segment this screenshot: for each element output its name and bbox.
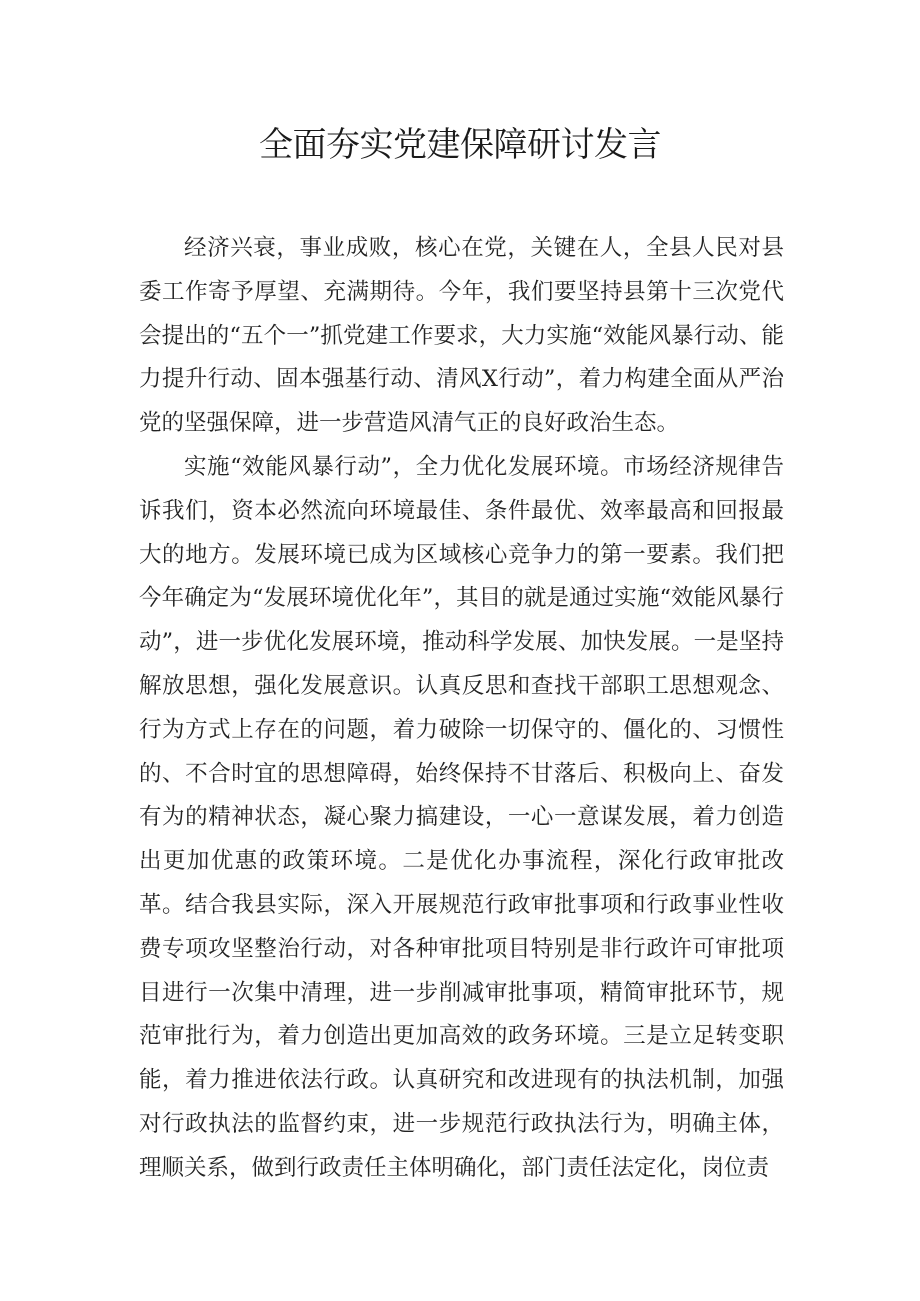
document-title: 全面夯实党建保障研讨发言 (259, 125, 661, 165)
paragraph-intro: 经济兴衰，事业成败，核心在党，关键在人，全县人民对县委工作寄予厚望、充满期待。今年，我们要坚持县第十三次党代会提出的“五个一”抓党建工作要求，大力实施“效能风暴行动、能力提升行动、固本强基行动、清风X行动”，着力构建全面从严治党的坚强保障，进一步营造风清气正的良好政治生态。 (139, 235, 784, 437)
paragraph-efficiency-action: 实施“效能风暴行动”，全力优化发展环境。市场经济规律告诉我们，资本必然流向环境最佳、条件最优、效率最高和回报最大的地方。发展环境已成为区域核心竞争力的第一要素。我们把今年确定为“发展环境优化年”，其目的就是通过实施“效能风暴行动”，进一步优化发展环境，推动科学发展、加快发展。一是坚持解放思想，强化发展意识。认真反思和查找干部职工思想观念、行为方式上存在的问题，着力破除一切保守的、僵化的、习惯性的、不合时宜的思想障碍，始终保持不甘落后、积极向上、奋发有为的精神状态，凝心聚力搞建设，一心一意谋发展，着力创造出更加优惠的政策环境。二是优化办事流程，深化行政审批改革。结合我县实际，深入开展规范行政审批事项和行政事业性收费专项攻坚整治行动，对各种审批项目特别是非行政许可审批项目进行一次集中清理，进一步削减审批事项，精简审批环节，规范审批行为，着力创造出更加高效的政务环境。三是立足转变职能，着力推进依法行政。认真研究和改进现有的执法机制，加强对行政执法的监督约束，进一步规范行政执法行为，明确主体，理顺关系，做到行政责任主体明确化，部门责任法定化，岗位责 (139, 453, 784, 1181)
document-body (139, 227, 784, 1191)
